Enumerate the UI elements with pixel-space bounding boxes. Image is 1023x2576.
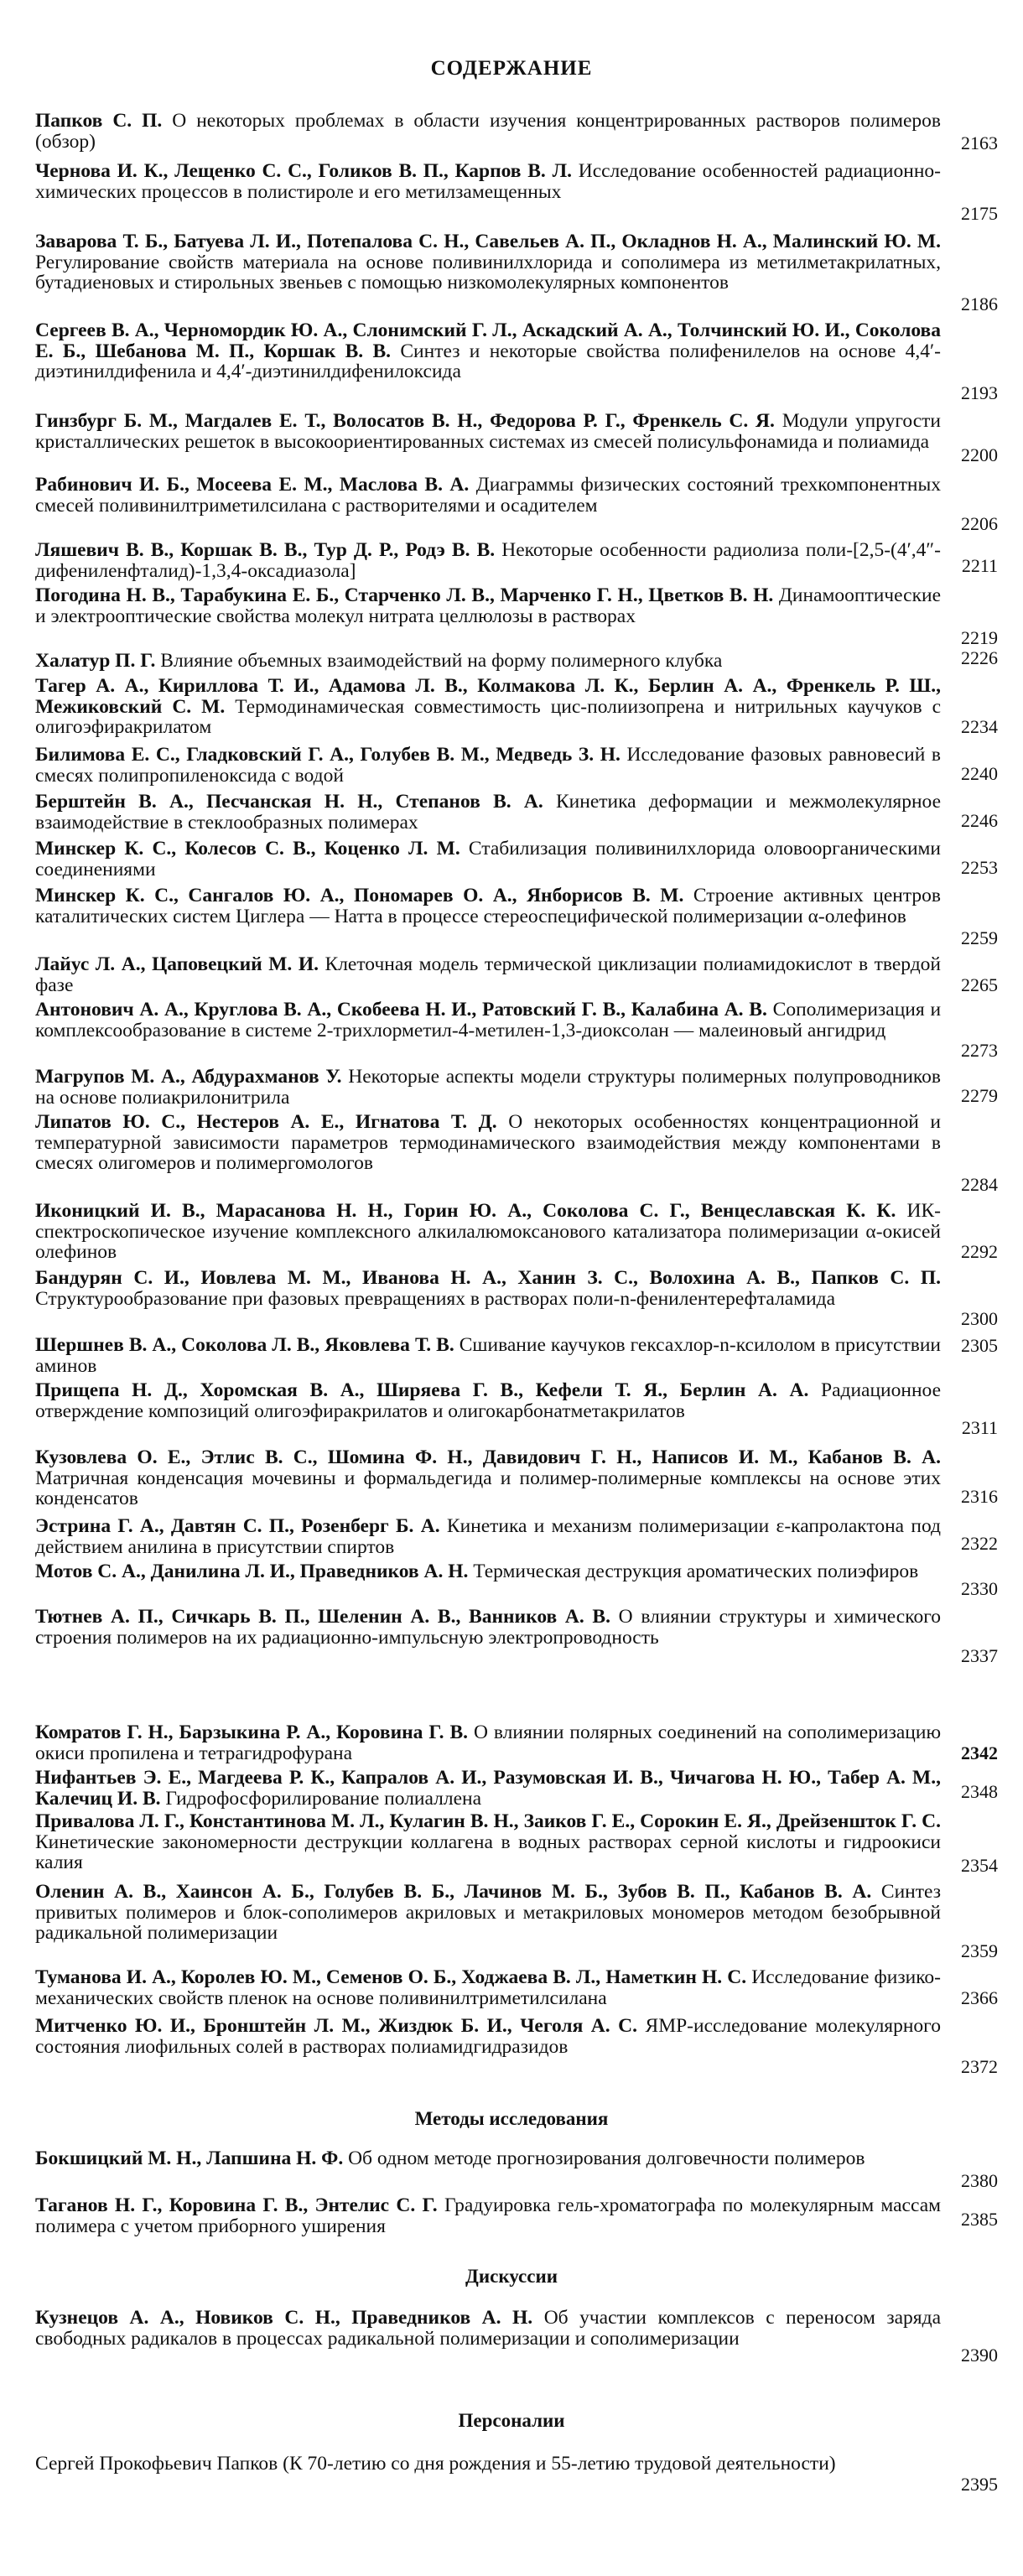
entry-authors: Погодина Н. В., Тарабукина Е. Б., Старченко Л. В., Марченко Г. Н., Цветков В. Н. — [35, 584, 774, 606]
entry-authors: Гинзбург Б. М., Магдалев Е. Т., Волосатов В. Н., Федорова Р. Г., Френкель С. Я. — [35, 410, 775, 432]
entry-title: Сополимеризация и комплексообразование в системе 2-трихлорметил-4-метилен-1,3-диоксолан — малеиновый ангидрид — [35, 999, 942, 1041]
toc-entry — [35, 792, 941, 833]
entry-page: 2273 — [961, 1040, 998, 1061]
entry-page: 2322 — [961, 1533, 998, 1554]
entry-authors: Папков С. П. — [35, 110, 163, 132]
entry-title: О влиянии структуры и химического строения полимеров на их радиационно-импульсную электропроводность — [35, 1606, 941, 1649]
entry-title: Структурообразование при фазовых превращениях в растворах поли-n-фенилентерефталамида — [35, 1287, 836, 1310]
entry-title: Исследование фазовых равновесий в смесях полипропиленоксида с водой — [35, 744, 941, 787]
toc-entry — [35, 1268, 941, 1309]
entry-title: Матричная конденсация мочевины и формальдегида и полимер-полимерные комплексы на основе этих конденсатов — [35, 1467, 941, 1509]
entry-page: 2337 — [961, 1645, 998, 1666]
toc-entry — [35, 676, 941, 738]
toc-entry — [35, 161, 941, 202]
toc-entry — [35, 1380, 941, 1421]
entry-title: Влияние объемных взаимодействий на форму полимерного клубка — [160, 650, 723, 672]
entry-authors: Минскер К. С., Сангалов Ю. А., Пономарев О. А., Янборисов В. М. — [35, 885, 684, 906]
entry-page: 2226 — [961, 647, 998, 668]
toc-entry — [35, 1112, 941, 1174]
entry-title: Термодинамическая совместимость цис-полиизопрена и нитрильных каучуков с олигоэфиракрилатом — [35, 695, 941, 738]
entry-title: Сергей Прокофьевич Папков (К 70-летию со дня рождения и 55-летию трудовой деятельности) — [35, 2453, 836, 2475]
entry-title: Гидрофосфорилирование полиаллена — [165, 1787, 482, 1810]
toc-entry — [35, 651, 941, 672]
toc-entry — [35, 886, 941, 927]
entry-page: 2385 — [961, 2209, 998, 2230]
toc-entry — [35, 1067, 941, 1108]
toc-entry — [35, 231, 941, 293]
entry-authors: Антонович А. А., Круглова В. А., Скобеева Н. И., Ратовский Г. В., Калабина А. В. — [35, 999, 767, 1021]
toc-entry — [35, 2016, 941, 2057]
entry-authors: Берштейн В. А., Песчанская Н. Н., Степанов В. А. — [35, 791, 543, 813]
toc-entry — [35, 475, 941, 516]
entry-title: Диаграммы физических состояний трехкомпонентных смесей поливинилтриметилсилана с растворителями и осадителем — [35, 474, 941, 517]
entry-page: 2354 — [961, 1855, 998, 1876]
entry-authors: Бандурян С. И., Иовлева М. М., Иванова Н. А., Ханин З. С., Волохина А. В., Папков С. П. — [35, 1267, 941, 1289]
entry-authors: Тагер А. А., Кириллова Т. И., Адамова Л. В., Колмакова Л. К., Берлин А. А., Френкель Р. Ш., Межиковский С. М. — [35, 675, 941, 718]
entry-authors: Эстрина Г. А., Давтян С. П., Розенберг Б. А. — [35, 1515, 440, 1537]
entry-authors: Бокшицкий М. Н., Лапшина Н. Ф. — [35, 2148, 344, 2169]
entry-title: О влиянии полярных соединений на сополимеризацию окиси пропилена и тетрагидрофурана — [35, 1722, 942, 1764]
entry-authors: Чернова И. К., Лещенко С. С., Голиков В. П., Карпов В. Л. — [35, 160, 572, 182]
entry-title: ИК-спектроскопическое изучение комплексного алкилалюмоксанового катализатора полимеризации α-окисей олефинов — [35, 1200, 941, 1263]
entry-authors: Кузовлева О. Е., Этлис В. С., Шомина Ф. Н., Давидович Г. Н., Написов И. М., Кабанов В. А. — [35, 1446, 941, 1468]
entry-title: Кинетические закономерности деструкции коллагена в водных растворах серной кислоты и гидроокиси калия — [35, 1831, 941, 1873]
entry-page: 2348 — [961, 1781, 998, 1802]
entry-page: 2311 — [961, 1417, 998, 1438]
entry-authors: Таганов Н. Г., Коровина Г. В., Энтелис С. Г. — [35, 2194, 438, 2216]
entry-page: 2390 — [961, 2345, 998, 2366]
entry-authors: Магрупов М. А., Абдурахманов У. — [35, 1066, 342, 1088]
entry-page: 2279 — [961, 1085, 998, 1106]
entry-authors: Тютнев А. П., Сичкарь В. П., Шеленин А. В., Ванников А. В. — [35, 1606, 610, 1628]
entry-authors: Иконицкий И. В., Марасанова Н. Н., Горин Ю. А., Соколова С. Г., Венцеславская К. К. — [35, 1200, 896, 1222]
entry-authors: Сергеев В. А., Черномордик Ю. А., Слонимский Г. Л., Аскадский А. А., Толчинский Ю. И., Соколова Е. Б., Шебанова М. П., Коршак В. В. — [35, 319, 941, 362]
entry-title: ЯМР-исследование молекулярного состояния лиофильных солей в растворах полиамидгидразидов — [35, 2015, 941, 2058]
entry-title: Градуировка гель-хроматографа по молекулярным массам полимера с учетом приборного уширения — [35, 2194, 941, 2237]
entry-title: Синтез и некоторые свойства полифенилелов на основе 4,4′-диэтинилдифенила и 4,4′-диэтинилдифенилоксида — [35, 340, 941, 382]
entry-page: 2380 — [961, 2170, 998, 2191]
entry-title: Сшивание каучуков гексахлор-n-ксилолом в присутствии аминов — [35, 1334, 942, 1377]
entry-title: О некоторых проблемах в области изучения концентрированных растворов полимеров (обзор) — [35, 110, 941, 153]
entry-title: Модули упругости кристаллических решеток в высокоориентированных системах из смесей полисульфонамида и полиамида — [35, 410, 942, 453]
entry-authors: Комратов Г. Н., Барзыкина Р. А., Коровина Г. В. — [35, 1722, 469, 1743]
entry-title: Динамооптические и электрооптические свойства молекул нитрата целлюлозы в растворах — [35, 584, 942, 627]
entry-page: 2219 — [961, 627, 998, 648]
entry-page: 2211 — [961, 555, 998, 576]
entry-page: 2359 — [961, 1940, 998, 1961]
entry-authors: Липатов Ю. С., Нестеров А. Е., Игнатова Т. Д. — [35, 1111, 497, 1133]
entry-authors: Туманова И. А., Королев Ю. М., Семенов О. Б., Ходжаева В. Л., Наметкин Н. С. — [35, 1966, 747, 1988]
entry-page: 2193 — [961, 382, 998, 403]
entry-title: Исследование физико-механических свойств пленок на основе поливинилтриметилсилана — [35, 1966, 941, 2009]
entry-page: 2206 — [961, 513, 998, 534]
toc-entry — [35, 954, 941, 995]
toc-entry — [35, 1882, 941, 1944]
entry-authors: Халатур П. Г. — [35, 650, 156, 672]
entry-title: Кинетика и механизм полимеризации ε-капролактона под действием анилина в присутствии спиртов — [35, 1515, 942, 1558]
section-heading-discussions: Дискуссии — [465, 2266, 558, 2287]
toc-entry — [35, 411, 941, 452]
entry-page: 2234 — [961, 716, 998, 737]
entry-authors: Привалова Л. Г., Константинова М. Л., Кулагин В. Н., Заиков Г. Е., Сорокин Е. Я., Дрейзеншток Г. С. — [35, 1810, 941, 1832]
entry-authors: Мотов С. А., Данилина Л. И., Праведников А. Н. — [35, 1561, 469, 1582]
toc-entry — [35, 1722, 941, 1763]
entry-page: 2200 — [961, 444, 998, 465]
toc-entry — [35, 1516, 941, 1557]
entry-title: Об участии комплексов с переносом заряда свободных радикалов в процессах радикальной полимеризации и сополимеризации — [35, 2307, 941, 2350]
entry-page: 2175 — [961, 203, 998, 224]
toc-entry — [35, 2195, 941, 2236]
entry-title: Исследование особенностей радиационно-химических процессов в полистироле и его метилзамещенных — [35, 160, 941, 203]
entry-authors: Митченко Ю. И., Бронштейн Л. М., Жиздюк Б. И., Чеголя А. С. — [35, 2015, 638, 2037]
entry-page: 2342 — [961, 1742, 998, 1763]
toc-entry — [35, 1201, 941, 1263]
entry-authors: Шершнев В. А., Соколова Л. В., Яковлева Т. В. — [35, 1334, 454, 1356]
entry-title: Термическая деструкция ароматических полиэфиров — [473, 1561, 919, 1582]
entry-title: О некоторых особенностях концентрационной и температурной зависимости параметров термодинамического взаимодействия между компонентами в смесях олигомеров и полимергомологов — [35, 1111, 941, 1174]
toc-entry — [35, 839, 941, 880]
entry-page: 2372 — [961, 2056, 998, 2077]
toc-entry — [35, 585, 941, 626]
entry-page: 2366 — [961, 1987, 998, 2008]
entry-page: 2316 — [961, 1486, 998, 1507]
toc-entry — [35, 111, 941, 152]
entry-title: Радиационное отверждение композиций олигоэфиракрилатов и олигокарбонатметакрилатов — [35, 1379, 942, 1422]
entry-authors: Лайус Л. А., Цаповецкий М. И. — [35, 953, 319, 975]
entry-page: 2253 — [961, 857, 998, 878]
toc-entry — [35, 1967, 941, 2008]
entry-title: Регулирование свойств материала на основе поливинилхлорида и сополимера из метилметакрилатных, бутадиеновых и стирольных звеньев с помощью низкомолекулярных компонентов — [35, 251, 941, 293]
entry-page: 2305 — [961, 1335, 998, 1356]
section-heading-methods: Методы исследования — [414, 2108, 609, 2129]
entry-title: Некоторые особенности радиолиза поли-[2,5-(4′,4″-дифениленфталид)-1,3,4-оксадиазола] — [35, 539, 941, 582]
toc-entry — [35, 1447, 941, 1509]
entry-page: 2330 — [961, 1578, 998, 1599]
entry-title: Кинетика деформации и межмолекулярное взаимодействие в стеклообразных полимерах — [35, 791, 941, 834]
entry-title: Стабилизация поливинилхлорида оловоорганическими соединениями — [35, 838, 942, 880]
entry-page: 2240 — [961, 763, 998, 784]
toc-entry — [35, 320, 941, 382]
toc-entry — [35, 1000, 941, 1041]
entry-title: Клеточная модель термической циклизации полиамидокислот в твердой фазе — [35, 953, 941, 996]
entry-page: 2395 — [961, 2474, 998, 2495]
toc-entry — [35, 1561, 941, 1582]
toc-entry — [35, 1335, 941, 1376]
section-heading-personalia: Персоналии — [458, 2410, 565, 2431]
entry-title: Строение активных центров каталитических систем Циглера — Натта в процессе стереоспецифической полимеризации α-олефинов — [35, 885, 941, 927]
entry-page: 2163 — [961, 132, 998, 153]
toc-entry — [35, 2308, 941, 2349]
entry-authors: Оленин А. В., Хаинсон А. Б., Голубев В. Б., Лачинов М. Б., Зубов В. П., Кабанов В. А. — [35, 1881, 872, 1903]
toc-entry — [35, 1768, 941, 1809]
entry-title: Некоторые аспекты модели структуры полимерных полупроводников на основе полиакрилонитрила — [35, 1066, 941, 1109]
entry-page: 2246 — [961, 810, 998, 831]
entry-authors: Рабинович И. Б., Мосеева Е. М., Маслова В. А. — [35, 474, 470, 496]
entry-authors: Минскер К. С., Колесов С. В., Коценко Л. М. — [35, 838, 460, 860]
entry-page: 2186 — [961, 293, 998, 314]
toc-entry — [35, 2454, 941, 2475]
entry-page: 2292 — [961, 1241, 998, 1262]
entry-authors: Нифантьев Э. Е., Магдеева Р. К., Капралов А. И., Разумовская И. В., Чичагова Н. Ю., Табер А. М., Калечиц И. В. — [35, 1767, 941, 1810]
entry-page: 2259 — [961, 927, 998, 948]
toc-entry — [35, 2148, 941, 2169]
entry-authors: Заварова Т. Б., Батуева Л. И., Потепалова С. Н., Савельев А. П., Окладнов Н. А., Малинский Ю. М. — [35, 231, 941, 252]
entry-authors: Кузнецов А. А., Новиков С. Н., Праведников А. Н. — [35, 2307, 533, 2329]
entry-page: 2284 — [961, 1174, 998, 1195]
entry-authors: Билимова Е. С., Гладковский Г. А., Голубев В. М., Медведь З. Н. — [35, 744, 621, 766]
entry-authors: Прищепа Н. Д., Хоромская В. А., Ширяева Г. В., Кефели Т. Я., Берлин А. А. — [35, 1379, 809, 1401]
entry-title: Синтез привитых полимеров и блок-сополимеров акриловых и метакриловых мономеров методом безобрывной радикальной полимеризации — [35, 1881, 941, 1944]
toc-entry — [35, 1607, 941, 1648]
entry-authors: Ляшевич В. В., Коршак В. В., Тур Д. Р., Родэ В. В. — [35, 539, 496, 561]
entry-page: 2265 — [961, 974, 998, 995]
toc-entry — [35, 745, 941, 786]
toc-entry — [35, 1811, 941, 1873]
page-title: СОДЕРЖАНИЕ — [430, 57, 593, 80]
toc-entry — [35, 540, 941, 581]
entry-page: 2300 — [961, 1308, 998, 1329]
entry-title: Об одном методе прогнозирования долговечности полимеров — [348, 2148, 865, 2169]
